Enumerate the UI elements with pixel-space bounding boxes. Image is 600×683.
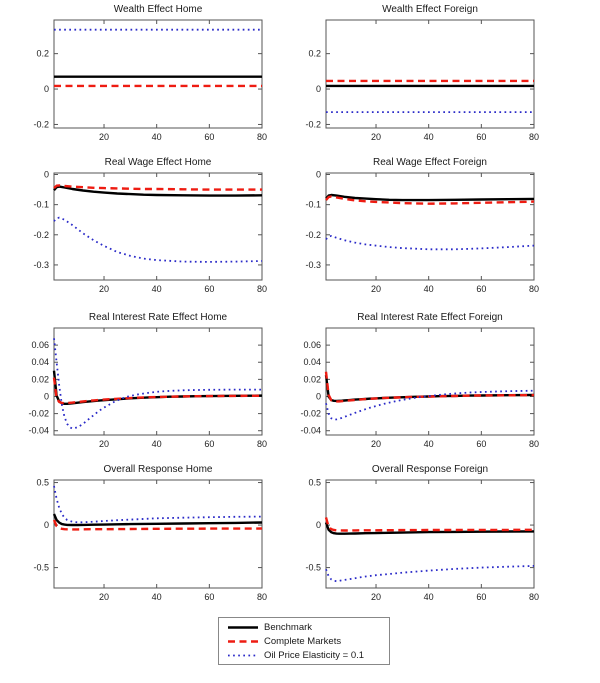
x-tick-label: 60 — [204, 132, 215, 142]
x-tick-label: 80 — [528, 592, 540, 602]
y-tick-label: -0.5 — [305, 562, 321, 573]
x-tick-label: 80 — [256, 439, 268, 449]
x-tick-label: 80 — [528, 439, 540, 449]
axes-box — [54, 480, 262, 588]
y-tick-label: 0 — [43, 169, 49, 180]
legend-label-complete-markets: Complete Markets — [264, 635, 342, 647]
x-tick-label: 40 — [151, 284, 162, 294]
x-tick-label: 40 — [423, 439, 434, 449]
y-tick-label: -0.02 — [28, 408, 49, 419]
y-tick-label: 0 — [43, 391, 49, 402]
y-tick-label: -0.02 — [300, 408, 321, 419]
y-tick-label: -0.3 — [33, 259, 49, 270]
y-tick-label: -0.04 — [28, 425, 49, 436]
x-tick-label: 40 — [151, 132, 162, 142]
series-line-solid — [326, 195, 534, 200]
y-tick-label: -0.5 — [33, 562, 49, 573]
x-tick-label: 80 — [528, 132, 540, 142]
y-tick-label: 0 — [43, 84, 49, 95]
x-tick-label: 40 — [423, 284, 434, 294]
legend-entry-oil-price-elasticity — [226, 649, 389, 662]
y-tick-label: 0 — [43, 520, 49, 531]
plot-title-overall-response-home: Overall Response Home — [103, 464, 213, 475]
y-tick-label: 0.2 — [36, 48, 49, 59]
y-tick-label: 0 — [315, 84, 321, 95]
axes-box — [54, 328, 262, 435]
legend-line-benchmark-icon — [226, 623, 260, 632]
series-line-dotted — [54, 338, 262, 428]
y-tick-label: -0.1 — [33, 199, 49, 210]
plot-title-real-interest-rate-effect-home: Real Interest Rate Effect Home — [88, 312, 228, 323]
legend-entry-complete-markets — [226, 635, 389, 648]
x-tick-label: 60 — [476, 284, 487, 294]
y-tick-label: 0.06 — [303, 340, 321, 351]
x-tick-label: 40 — [423, 592, 434, 602]
series-line-dashed — [326, 517, 534, 530]
x-tick-label: 60 — [476, 439, 487, 449]
y-tick-label: 0 — [315, 391, 321, 402]
x-tick-label: 60 — [204, 439, 215, 449]
y-tick-label: 0 — [315, 169, 321, 180]
y-tick-label: -0.2 — [33, 119, 49, 130]
series-line-solid — [326, 523, 534, 534]
legend — [218, 617, 390, 665]
plot-title-real-wage-effect-foreign: Real Wage Effect Foreign — [373, 157, 487, 168]
x-tick-label: 40 — [151, 592, 162, 602]
legend-line-oil-price-elasticity-icon — [226, 651, 260, 660]
x-tick-label: 20 — [371, 592, 382, 602]
x-tick-label: 60 — [476, 132, 487, 142]
y-tick-label: -0.3 — [305, 259, 321, 270]
y-tick-label: 0.06 — [31, 340, 49, 351]
x-tick-label: 20 — [99, 592, 110, 602]
x-tick-label: 80 — [256, 132, 268, 142]
legend-entry-benchmark — [226, 621, 389, 634]
y-tick-label: -0.2 — [305, 119, 321, 130]
x-tick-label: 60 — [476, 592, 487, 602]
x-tick-label: 60 — [204, 284, 215, 294]
series-line-solid — [54, 371, 262, 404]
y-tick-label: 0.5 — [36, 477, 49, 488]
axes-box — [326, 173, 534, 280]
series-line-dashed — [326, 372, 534, 402]
series-line-dashed — [54, 378, 262, 404]
x-tick-label: 20 — [99, 284, 110, 294]
x-tick-label: 60 — [204, 592, 215, 602]
series-line-solid — [54, 514, 262, 525]
axes-box — [54, 20, 262, 128]
x-tick-label: 80 — [528, 284, 540, 294]
x-tick-label: 20 — [371, 439, 382, 449]
plot-title-real-wage-effect-home: Real Wage Effect Home — [104, 157, 212, 168]
plot-title-overall-response-foreign: Overall Response Foreign — [371, 464, 489, 475]
x-tick-label: 20 — [99, 439, 110, 449]
y-tick-label: 0.04 — [303, 357, 321, 368]
x-tick-label: 40 — [151, 439, 162, 449]
series-line-dotted — [326, 236, 534, 249]
y-tick-label: 0.04 — [31, 357, 49, 368]
axes-box — [326, 328, 534, 435]
legend-label-oil-price-elasticity: Oil Price Elasticity = 0.1 — [264, 649, 365, 661]
x-tick-label: 20 — [99, 132, 110, 142]
x-tick-label: 80 — [256, 284, 268, 294]
series-line-dashed — [54, 185, 262, 189]
y-tick-label: -0.1 — [305, 199, 321, 210]
y-tick-label: 0.2 — [308, 48, 321, 59]
y-tick-label: -0.2 — [33, 229, 49, 240]
x-tick-label: 40 — [423, 132, 434, 142]
y-tick-label: 0 — [315, 520, 321, 531]
plot-title-wealth-effect-home: Wealth Effect Home — [113, 4, 203, 15]
legend-line-complete-markets-icon — [226, 637, 260, 646]
y-tick-label: -0.04 — [300, 425, 321, 436]
y-tick-label: 0.02 — [303, 374, 321, 385]
x-tick-label: 20 — [371, 284, 382, 294]
plot-title-wealth-effect-foreign: Wealth Effect Foreign — [382, 4, 478, 15]
x-tick-label: 20 — [371, 132, 382, 142]
y-tick-label: 0.02 — [31, 374, 49, 385]
series-line-dotted — [54, 218, 262, 262]
y-tick-label: -0.2 — [305, 229, 321, 240]
series-line-dotted — [54, 486, 262, 522]
y-tick-label: 0.5 — [308, 477, 321, 488]
x-tick-label: 80 — [256, 592, 268, 602]
series-line-dotted — [326, 566, 534, 581]
plot-title-real-interest-rate-effect-foreign: Real Interest Rate Effect Foreign — [357, 312, 503, 323]
legend-label-benchmark: Benchmark — [264, 621, 313, 633]
